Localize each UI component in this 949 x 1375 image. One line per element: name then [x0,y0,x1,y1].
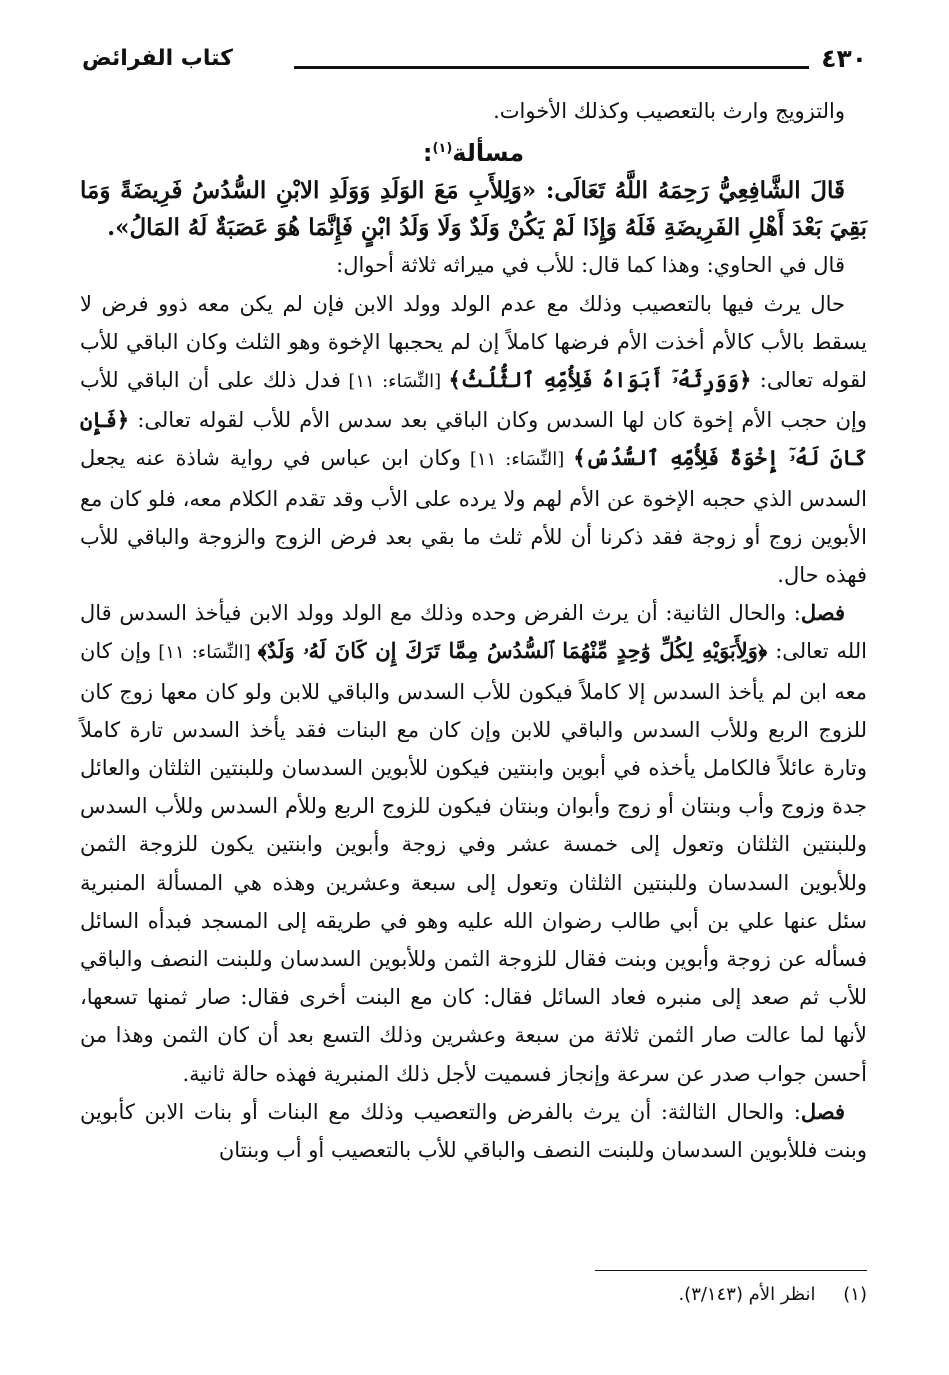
header-rule [294,66,809,69]
quran-verse-1: ﴿وَوَرِثَهُۥٓ أَبَوَاهُ فَلِأُمِّهِ ٱلثُّلُثُ﴾ [448,367,752,393]
page-body [80,92,867,1169]
book-title: كتاب الفرائض [82,46,233,71]
p3-text-a: : والحال الثانية: أن يرث الفرض وحده وذلك مع الولد وولد الابن فيأخذ السدس قال الله تعالى: [80,601,867,664]
p2-text-a: حال يرث فيها بالتعصيب وذلك مع عدم الولد وولد الابن فإن لم يكن معه ذوو فرض لا يسقط بالأب كالأم أخذت الأم فرضها كاملاً إن لم يحجبها الإخوة وهو الثلث وكان الباقي للأب لقوله تعالى: [80,291,867,393]
fasl-label-2: فصل [800,1098,845,1124]
heading-text: مسألة [452,139,525,168]
paragraph-4 [80,1093,867,1169]
p3-text-b: وإن كان معه ابن لم يأخذ السدس إلا كاملاً فيكون للأب السدس والباقي للابن ولو كان معها زوج كان للزوج الربع وللأب السدس والباقي للابن وإن كان مع البنات فقد يأخذ السدس تارة كاملاً وتارة عائلاً فالكامل يأخذه في أبوين وابنتين فيكون للأبوين السدسان وللبنتين الثلثان والعائل جدة وزوج وأب وبنتان أو زوج وأبوان وبنتان فيكون للزوج الربع وللأم السدس وللأب السدس وللبنتين الثلثان وتعول إلى خمسة عشر وفي زوجة وأبوين وابنتين يكون للزوجة الثمن وللأبوين السدسان وللبنتين الثلثان وتعول إلى سبعة وعشرين وهذه هي المسألة المنبرية سئل عنها علي بن أبي طالب رضوان الله عليه وهو في طريقه إلى المسجد فبدأه السائل فسأله عن زوجة وأبوين وبنت فقال للزوجة الثمن وللأبوين السدسان وللبنت النصف والباقي للأب ثم صعد إلى منبره فعاد السائل فقال: كان مع البنت أخرى فقال: صار ثمنها تسعها، لأنها لما عالت صار الثمن ثلاثة من سبعة وعشرين وذلك التسع بعد أن كان الثمن وهذا من أحسن جواب صدر عن سرعة وإنجاز فسميت لأجل ذلك المنبرية فهذه حالة ثانية. [80,639,867,1086]
fasl-label: فصل [800,600,845,626]
p2-text-c: وكان ابن عباس في رواية شاذة عنه يجعل السدس الذي حجبه الإخوة عن الأم لهم ولا يرده على الأب وقد تقدم الكلام معه، فلو كان مع الأبوين زوج أو زوجة فقد ذكرنا أن للأم ثلث ما بقي بعد فرض الزوج والزوجة والباقي للأب فهذه حال. [80,446,867,588]
verse-ref-3: [النِّسَاء: ١١] [151,642,258,664]
paragraph-3 [80,594,867,1093]
intro-line: والتزويج وارث بالتعصيب وكذلك الأخوات. [493,99,845,123]
verse-ref-2: [النِّسَاء: ١١] [460,449,574,471]
p4-text: : والحال الثالثة: أن يرث بالفرض والتعصيب وذلك مع البنات أو بنات الابن كأبوين وبنت فللأبوين السدسان وللبنت النصف والباقي للأب بالتعصيب أو أب وبنتان [80,1099,867,1163]
heading-colon: : [422,139,433,168]
footnote-rule [595,1270,867,1271]
shafii-quote: قَالَ الشَّافِعِيُّ رَحِمَهُ اللَّهُ تَعَالَى: «وَلِلأَبِ مَعَ الوَلَدِ وَوَلَدِ الابْنِ السُّدُسُ فَرِيضَةً وَمَا بَقِيَ بَعْدَ أَهْلِ الفَرِيضَةِ فَلَهُ وَإِذَا لَمْ يَكُنْ وَلَدٌ وَلَا وَلَدُ ابْنٍ فَإِنَّمَا هُوَ عَصَبَةٌ لَهُ المَالُ». [80,177,867,242]
quran-verse-3: ﴿وَلِأَبَوَيْهِ لِكُلِّ وَٰحِدٍ مِّنْهُمَا ٱلسُّدُسُ مِمَّا تَرَكَ إِن كَانَ لَهُۥ وَلَدٌ﴾ [257,638,768,664]
paragraph-1: قال في الحاوي: وهذا كما قال: للأب في ميراثه ثلاثة أحوال: [336,253,845,278]
verse-ref-1: [النِّسَاء: ١١] [340,371,449,393]
footnote-number: (١) [843,1284,867,1305]
page-header [82,44,867,84]
paragraph-2 [80,285,867,595]
quran-verse-2: ﴿فَإِن كَانَ لَهُۥٓ إِخْوَةٌ فَلِأُمِّهِ ٱلسُّدُسُ﴾ [80,407,867,471]
section-heading [80,130,867,172]
page-number: ٤٣٠ [821,44,867,73]
footnote [678,1284,867,1305]
footnote-marker: (١) [432,141,453,157]
footnote-text: انظر الأم (٣/١٤٣). [678,1284,816,1305]
p2-text-b: فدل ذلك على أن الباقي للأب وإن حجب الأم إخوة كان لها السدس وكان الباقي بعد سدس الأم للأب لقوله تعالى: [80,368,867,433]
